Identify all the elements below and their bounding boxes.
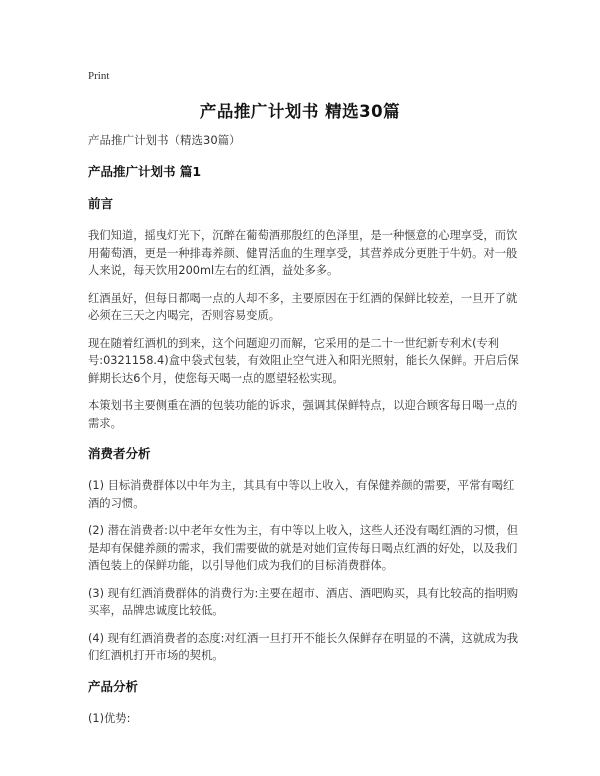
preface-paragraph-3: 现在随着红酒机的到来，这个问题迎刃而解，它采用的是二十一世纪新专利术(专利号:0321158.4)盒中袋式包装，有效阻止空气进入和阳光照射，能长久保鲜。开启后保鲜期长达6个月，使您每天喝一点的愿望轻松实现。 — [88, 336, 519, 385]
section-heading-preface: 前言 — [88, 196, 114, 211]
section-heading-consumer: 消费者分析 — [88, 446, 151, 461]
preface-paragraph-4: 本策划书主要侧重在酒的包装功能的诉求，强调其保鲜特点，以迎合顾客每日喝一点的需求。 — [88, 399, 518, 430]
consumer-paragraph-3: (3) 现有红酒消费群体的消费行为:主要在超市、酒店、酒吧购买，具有比较高的指明购买率，品牌忠诚度比较低。 — [88, 586, 519, 617]
document-body — [88, 132, 520, 737]
print-label[interactable]: Print — [88, 70, 110, 82]
section-heading-product: 产品分析 — [88, 678, 139, 694]
consumer-paragraph-4: (4) 现有红酒消费者的态度:对红酒一旦打开不能长久保鲜存在明显的不满，这就成为我们红酒机打开市场的契机。 — [88, 631, 519, 662]
document-title: 产品推广计划书 精选30篇 — [199, 102, 401, 121]
product-paragraph-1: (1)优势: — [88, 711, 131, 725]
preface-paragraph-2: 红酒虽好，但每日都喝一点的人却不多，主要原因在于红酒的保鲜比较差，一旦开了就必须在三天之内喝完，否则容易变质。 — [88, 291, 518, 322]
document-subtitle: 产品推广计划书（精选30篇） — [88, 133, 241, 147]
consumer-paragraph-1: (1) 目标消费群体以中年为主，其具有中等以上收入，有保健养颜的需要，平常有喝红酒的习惯。 — [88, 479, 515, 510]
consumer-paragraph-2: (2) 潜在消费者:以中老年女性为主，有中等以上收入，这些人还没有喝红酒的习惯，但是却有保健养颜的需求，我们需要做的就是对她们宣传每日喝点红酒的好处，以及我们酒包装上的保鲜功能，以引导他们成为我们的目标消费群体。 — [88, 524, 519, 572]
chapter-title: 产品推广计划书 篇1 — [88, 164, 202, 179]
preface-paragraph-1: 我们知道，摇曳灯光下，沉醉在葡萄酒那殷红的色泽里，是一种惬意的心理享受，而饮用葡萄酒，更是一种排毒养颜、健胃活血的生理享受，其营养成分更胜于牛奶。对一般人来说，每天饮用200ml左右的红酒，益处多多。 — [88, 229, 518, 277]
